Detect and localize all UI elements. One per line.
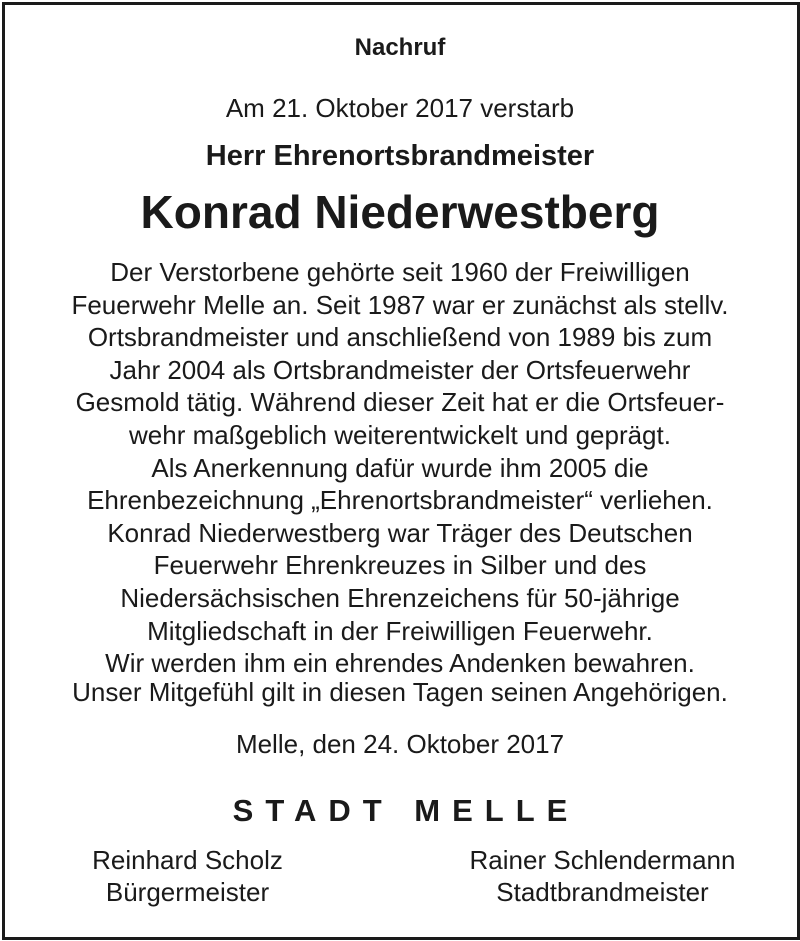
deceased-name: Konrad Niederwestberg [140,186,660,238]
body-line: Konrad Niederwestberg war Träger des Deutschen [107,517,693,548]
place-date-line: Melle, den 24. Oktober 2017 [235,729,565,759]
signer-fire-chief [440,844,765,908]
signer-name: Rainer Schlendermann [469,845,736,875]
signer-mayor [60,844,315,908]
body-line: Niedersächsischen Ehrenzeichens für 50-jährige [120,582,680,613]
signer-name: Reinhard Scholz [92,845,283,875]
body-line: Mitgliedschaft in der Freiwilligen Feuerwehr. [147,615,653,646]
body-line: Gesmold tätig. Während dieser Zeit hat er die Ortsfeuer- [75,387,725,418]
condolence-line: Unser Mitgefühl gilt in diesen Tagen seinen Angehörigen. [72,677,728,707]
body-line: Wir werden ihm ein ehrendes Andenken bewahren. [105,648,695,679]
notice-body [0,256,800,680]
death-date-line: Am 21. Oktober 2017 verstarb [225,93,575,123]
body-line: Als Anerkennung dafür wurde ihm 2005 die [151,452,649,483]
signer-role: Bürgermeister [105,877,270,907]
body-line: Ortsbrandmeister und anschließend von 1989 bis zum [87,322,713,353]
body-line: Jahr 2004 als Ortsbrandmeister der Ortsfeuerwehr [109,354,691,385]
body-line: Ehrenbezeichnung „Ehrenortsbrandmeister“ verliehen. [87,485,713,516]
body-line: Der Verstorbene gehörte seit 1960 der Freiwilligen [110,257,690,287]
deceased-title: Herr Ehrenortsbrandmeister [205,140,595,172]
body-line: wehr maßgeblich weiterentwickelt und geprägt. [129,419,671,450]
body-line: Feuerwehr Ehrenkreuzes in Silber und des [153,550,647,581]
city-name: STADT MELLE [232,793,580,828]
notice-heading: Nachruf [354,34,446,61]
body-line: Feuerwehr Melle an. Seit 1987 war er zunächst als stellv. [71,289,729,320]
signer-role: Stadtbrandmeister [496,877,709,907]
